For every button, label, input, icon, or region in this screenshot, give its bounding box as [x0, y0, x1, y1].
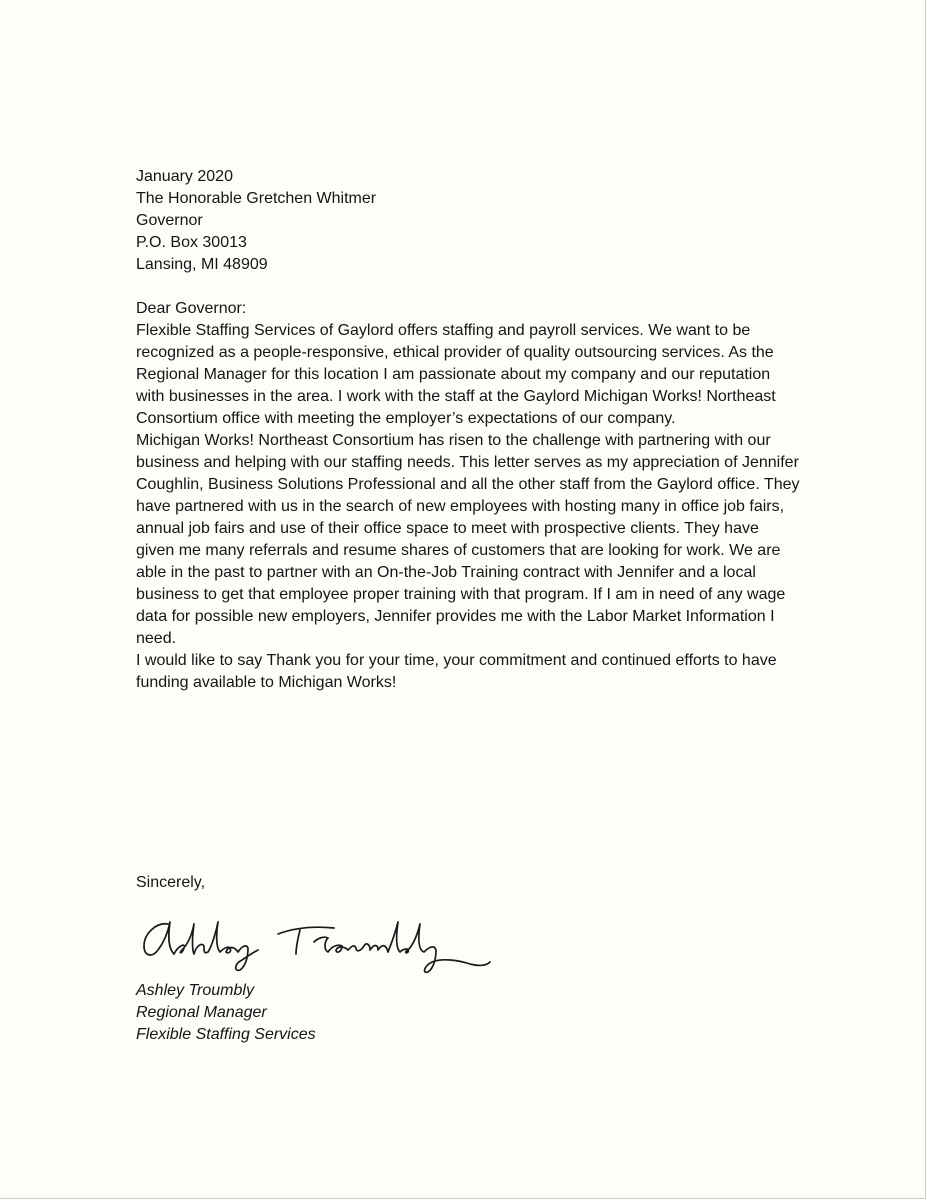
recipient-address-line1: P.O. Box 30013 — [136, 234, 247, 251]
recipient-name: The Honorable Gretchen Whitmer — [136, 190, 377, 207]
signer-name: Ashley Troumbly — [136, 982, 254, 999]
recipient-address-line2: Lansing, MI 48909 — [136, 256, 268, 273]
letter-body — [136, 166, 800, 694]
letter-date: January 2020 — [136, 168, 233, 185]
handwritten-signature — [138, 912, 498, 974]
signer-title: Regional Manager — [136, 1004, 267, 1021]
signer-company: Flexible Staffing Services — [136, 1026, 316, 1043]
signer-block — [136, 980, 316, 1046]
recipient-title: Governor — [136, 212, 203, 229]
paragraph-2: Michigan Works! Northeast Consortium has risen to the challenge with partnering with our business and helping with our staffing needs. This letter serves as my appreciation of Jennifer Coughlin, Business Solutions Professional and all the other staff from the Gaylord office. They have partnered with us in the search of new employees with hosting many in office job fairs, annual job fairs and use of their office space to meet with prospective clients. They have given me many referrals and resume shares of customers that are looking for work. We are able in the past to partner with an On-the-Job Training contract with Jennifer and a local business to get that employee proper training with that program. If I am in need of any wage data for possible new employers, Jennifer provides me with the Labor Market Information I need. — [136, 432, 800, 647]
closing: Sincerely, — [136, 874, 206, 891]
paragraph-3: I would like to say Thank you for your time, your commitment and continued efforts to have funding available to Michigan Works! — [136, 652, 777, 691]
recipient-address — [136, 188, 800, 276]
salutation: Dear Governor: — [136, 300, 247, 317]
paragraph-1: Flexible Staffing Services of Gaylord offers staffing and payroll services. We want to be recognized as a people-responsive, ethical provider of quality outsourcing services. As the Regional Manager for this location I am passionate about my company and our reputation with businesses in the area. I work with the staff at the Gaylord Michigan Works! Northeast Consortium office with meeting the employer’s expectations of our company. — [136, 322, 776, 427]
